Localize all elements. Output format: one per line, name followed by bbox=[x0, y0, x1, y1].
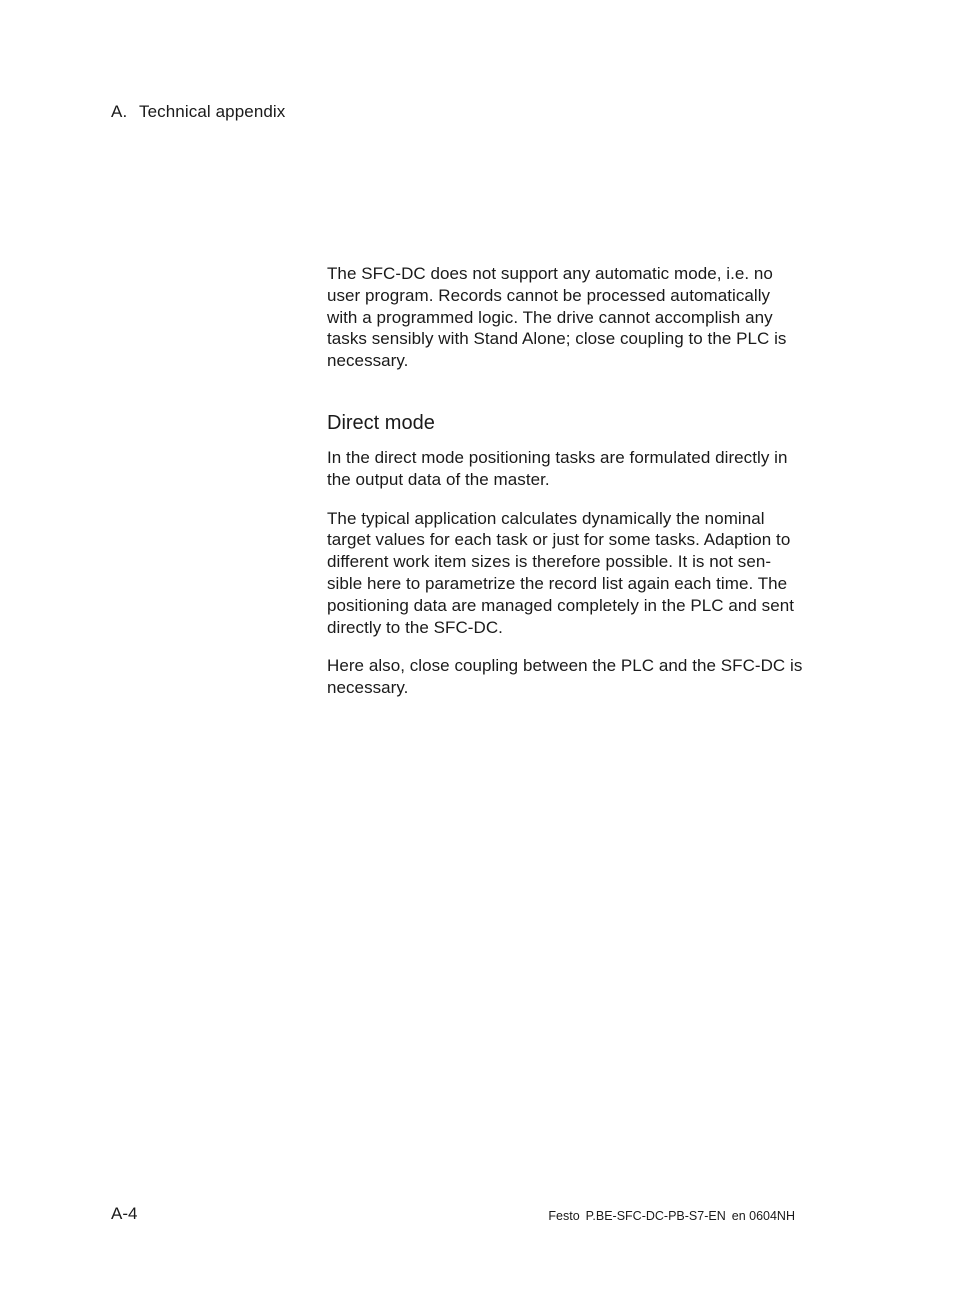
direct-mode-paragraph-2 bbox=[327, 508, 807, 639]
text-line: Here also, close coupling between the PLC and the SFC-DC is bbox=[327, 656, 803, 676]
document-footer bbox=[548, 1207, 795, 1225]
text-line: target values for each task or just for some tasks. Adaption to bbox=[327, 530, 791, 550]
text-line: sible here to parametrize the record list again each time. The bbox=[327, 573, 788, 593]
footer-company: Festo bbox=[548, 1209, 580, 1223]
text-line: necessary. bbox=[327, 351, 409, 371]
text-line: the output data of the master. bbox=[327, 469, 550, 489]
chapter-number: A. bbox=[111, 102, 128, 121]
text-line: with a programmed logic. The drive cannot accomplish any bbox=[327, 307, 773, 327]
main-content bbox=[327, 263, 807, 716]
text-line: The typical application calculates dynamically the nominal bbox=[327, 508, 765, 528]
intro-paragraph bbox=[327, 263, 807, 372]
running-header bbox=[111, 101, 285, 123]
text-line: necessary. bbox=[327, 678, 409, 698]
text-line: directly to the SFC-DC. bbox=[327, 617, 503, 637]
footer-document-id: P.BE-SFC-DC-PB-S7-EN bbox=[585, 1209, 726, 1223]
text-line: positioning data are managed completely in the PLC and sent bbox=[327, 595, 794, 615]
text-line: user program. Records cannot be processed automatically bbox=[327, 285, 771, 305]
direct-mode-paragraph-3 bbox=[327, 655, 807, 699]
direct-mode-paragraph-1 bbox=[327, 447, 807, 491]
chapter-title: Technical appendix bbox=[139, 102, 286, 121]
page-number: A-4 bbox=[111, 1204, 138, 1223]
text-line: In the direct mode positioning tasks are formulated directly in bbox=[327, 447, 788, 467]
text-line: tasks sensibly with Stand Alone; close coupling to the PLC is bbox=[327, 329, 787, 349]
section-heading-direct-mode: Direct mode bbox=[327, 411, 435, 434]
footer-edition: en 0604NH bbox=[731, 1209, 795, 1223]
text-line: different work item sizes is therefore possible. It is not sen- bbox=[327, 552, 772, 572]
text-line: The SFC-DC does not support any automatic mode, i.e. no bbox=[327, 264, 773, 283]
